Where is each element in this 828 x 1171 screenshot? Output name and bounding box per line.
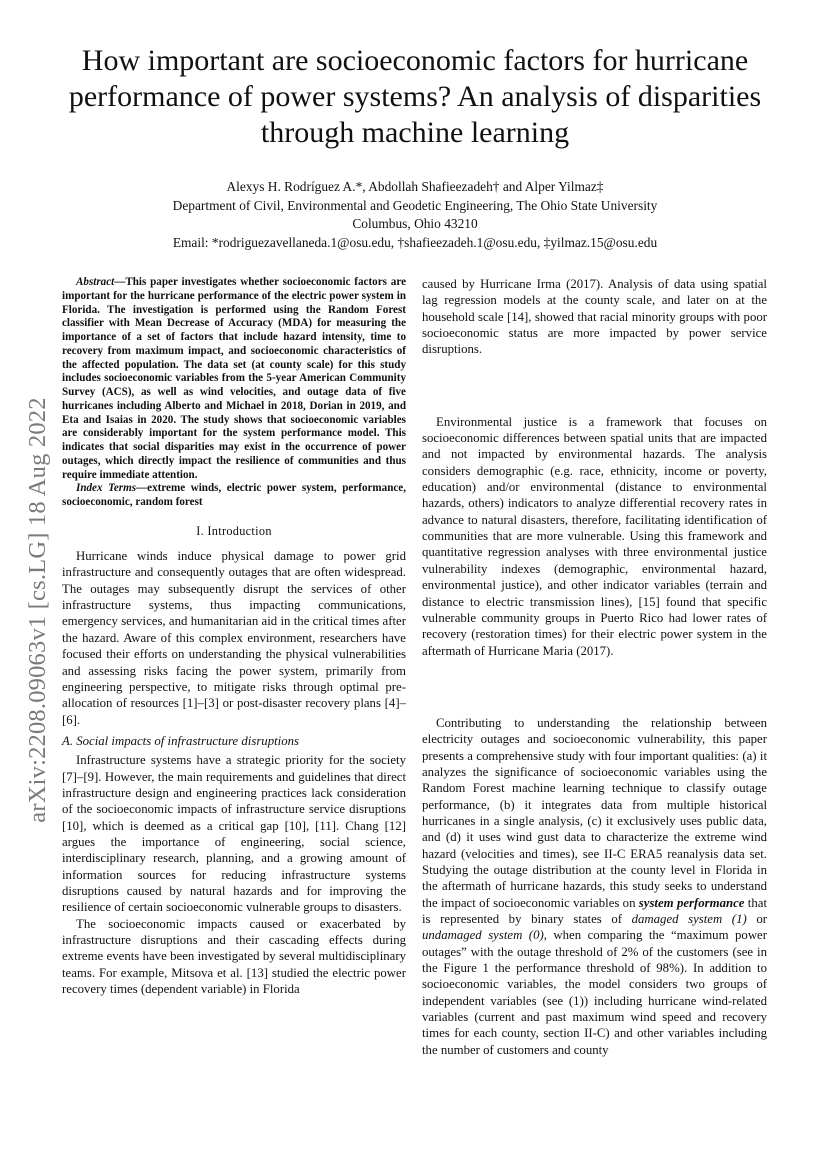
contribution-text-c: or (746, 912, 767, 926)
contribution-paragraph (422, 715, 767, 1058)
author-block (60, 178, 770, 252)
social-impacts-paragraph-1: Infrastructure systems have a strategic priority for the society [7]–[9]. However, the main requirements and guidelines that direct infrastructure design and engineering practices lack consideration of the socioeconomic impacts of infrastructure service disruptions [10], which is deemed as a critical gap [10], [11]. Chang [12] argues the importance of engineering, social science, interdisciplinary research, planning, and a growing amount of information sources for reducing infrastructure systems disruptions caused by natural hazards and for improving the resilience of certain socioeconomic vulnerable groups to disasters. (62, 753, 406, 915)
index-terms (62, 482, 406, 510)
right-column (422, 276, 767, 1058)
emphasis-system-performance: system performance (638, 895, 745, 910)
contribution-text-a: Contributing to understanding the relationship between electricity outages and socioeconomic vulnerability, this paper presents a comprehensive study with four important qualities: (a) it analyzes the significance of socioeconomic variables using the Random Forest machine learning technique to classify outage performance, (b) it integrates data from multiple historical hurricanes in a single analysis, (c) it exclusively uses public data, and (d) it uses wind gust data to characterize the extreme wind hazard (velocities and times), see II-C ERA5 reanalysis data set. Studying the outage distribution at the county level in Florida in the aftermath of hurricane hazards, this study seeks to understand the impact of socioeconomic variables on (422, 715, 767, 910)
arxiv-identifier (22, 365, 54, 855)
environmental-justice-paragraph: Environmental justice is a framework that focuses on socioeconomic differences between spatial units that are impacted and not impacted by environmental hazards. The analysis considers demographic (e.g. race, ethnicity, income or poverty, education) and/or environmental (distance to environmental hazards, others) indicators to analyze differential recovery rates in advance to natural disasters, therefore, facilitating identification of communities that are more vulnerable. Using this framework and quantitative regression analyses with three environmental justice vulnerability indexes (demographic, environmental hazard, environmental justice), and other indicator variables (terrain and distance to electric transmission lines), [15] found that specific vulnerable community groups in Puerto Rico had lower rates of recovery (restoration times) for their electric power system in the aftermath of Hurricane Maria (2017). (422, 414, 767, 658)
index-terms-text: —extreme winds, electric power system, performance, socioeconomic, random forest (62, 482, 406, 508)
author-location: Columbus, Ohio 43210 (352, 216, 478, 231)
author-names: Alexys H. Rodríguez A.*, Abdollah Shafieezadeh† and Alper Yilmaz‡ (226, 179, 604, 194)
abstract-lead: Abstract (76, 276, 115, 288)
intro-paragraph: Hurricane winds induce physical damage to power grid infrastructure and consequently outages that are often widespread. The outages may subsequently disrupt the services of other infrastructure systems, thus impacting communications, emergency services, and humanitarian aid in the critical times after the hazard. Aware of this complex environment, researchers have focused their efforts on understanding the physical vulnerabilities and assessing risks facing the power system, primarily from engineering perspective, to mitigate risks through optimal pre-allocation of resources [1]–[3] or post-disaster recovery plans [4]–[6]. (62, 549, 406, 727)
paragraph-gap (422, 358, 767, 414)
abstract (62, 276, 406, 482)
section-heading-introduction: I. Introduction (196, 523, 272, 538)
paper-title: How important are socioeconomic factors for hurricane performance of power systems? An analysis of disparities through machine learning (68, 44, 762, 149)
index-terms-lead: Index Terms (76, 482, 137, 495)
paragraph-gap (422, 659, 767, 715)
contribution-text-b: that is represented by binary states of (422, 895, 767, 926)
continued-paragraph: caused by Hurricane Irma (2017). Analysis of data using spatial lag regression models at the county scale, and later on at the household scale [14], showed that racial minority groups with poor socioeconomic status are more impacted by power service disruptions. (422, 277, 767, 357)
abstract-text: —This paper investigates whether socioeconomic factors are important for the hurricane performance of the electric power system in Florida. The investigation is performed using the Random Forest classifier with Mean Decrease of Accuracy (MDA) for measuring the importance of a set of factors that include hazard intensity, time to recovery from maximum impact, and socioeconomic characteristics of the affected population. The data set (at county scale) for this study includes socioeconomic variables from the 5-year American Community Survey (ACS), as well as wind velocities, and outage data of five hurricanes including Alberto and Michael in 2018, Dorian in 2019, and Eta and Isaias in 2020. The study shows that socioeconomic variables are considerably important for the system performance model. This indicates that social disparities may exist in the occurrence of power outages, which directly impact the resilience of communities and thus require immediate attention. (62, 276, 406, 481)
author-affiliation: Department of Civil, Environmental and Geodetic Engineering, The Ohio State University (172, 197, 658, 213)
emphasis-undamaged-system: undamaged system (0) (422, 928, 544, 943)
emphasis-damaged-system: damaged system (1) (631, 912, 747, 926)
left-column (62, 276, 406, 997)
social-impacts-paragraph-2: The socioeconomic impacts caused or exacerbated by infrastructure disruptions and their cascading effects during extreme events have been investigated by several multidisciplinary teams. For example, Mitsova et al. [13] studied the electric power recovery times (dependent variable) in Florida (62, 916, 406, 997)
subsection-heading-social-impacts: A. Social impacts of infrastructure disruptions (62, 733, 299, 748)
contribution-text-d: , when comparing the “maximum power outages” with the outage threshold of 2% of the customers (see in the Figure 1 the performance threshold of 98%). In addition to socioeconomic variables, the model considers two groups of independent variables (see (1)) including hurricane wind-related variables (current and past maximum wind speed and recovery times for each county, section II-C) and other variables including the number of customers and county (422, 928, 767, 1057)
arxiv-identifier-text: arXiv:2208.09063v1 [cs.LG] 18 Aug 2022 (24, 397, 51, 823)
author-emails: Email: *rodriguezavellaneda.1@osu.edu, †shafieezadeh.1@osu.edu, ‡yilmaz.15@osu.edu (172, 234, 658, 250)
